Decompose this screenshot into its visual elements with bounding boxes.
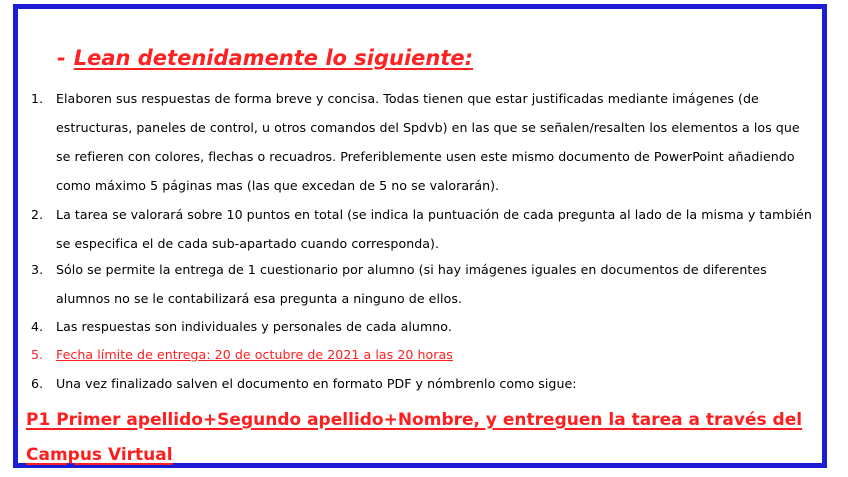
final-instruction: P1 Primer apellido+Segundo apellido+Nombre, y entreguen la tarea a través del Campus Virtual	[26, 410, 803, 465]
list-item-text: Sólo se permite la entrega de 1 cuestionario por alumno (si hay imágenes iguales en documentos de diferentes alumnos no se le contabilizará esa pregunta a ninguno de ellos.	[56, 262, 767, 306]
heading-dash: -	[57, 46, 66, 70]
instructions-heading	[57, 46, 473, 70]
deadline-text: Fecha límite de entrega: 20 de octubre de 2021 a las 20 horas	[56, 347, 453, 362]
list-item-text: Elaboren sus respuestas de forma breve y concisa. Todas tienen que estar justificadas mediante imágenes (de estructuras, paneles de control, u otros comandos del Spdvb) en las que se señalen/resalten los elementos a los que se refieren con colores, flechas o recuadros. Preferiblemente usen este mismo documento de PowerPoint añadiendo como máximo 5 páginas mas (las que excedan de 5 no se valorarán).	[56, 91, 800, 193]
list-item-number: 4.	[31, 319, 44, 334]
heading-text: Lean detenidamente lo siguiente:	[73, 46, 474, 70]
list-item-number: 1.	[31, 91, 44, 106]
list-item-text: Una vez finalizado salven el documento en formato PDF y nómbrenlo como sigue:	[56, 376, 577, 391]
list-item-number: 6.	[31, 376, 44, 391]
list-item-number: 3.	[31, 262, 44, 277]
deadline-text-wrap	[56, 340, 816, 369]
list-item-text: Las respuestas son individuales y personales de cada alumno.	[56, 319, 452, 334]
list-item-text: La tarea se valorará sobre 10 puntos en total (se indica la puntuación de cada pregunta al lado de la misma y también se especifica el de cada sub-apartado cuando corresponda).	[56, 207, 812, 251]
list-item-number: 2.	[31, 207, 44, 222]
list-item-number: 5.	[31, 347, 44, 362]
